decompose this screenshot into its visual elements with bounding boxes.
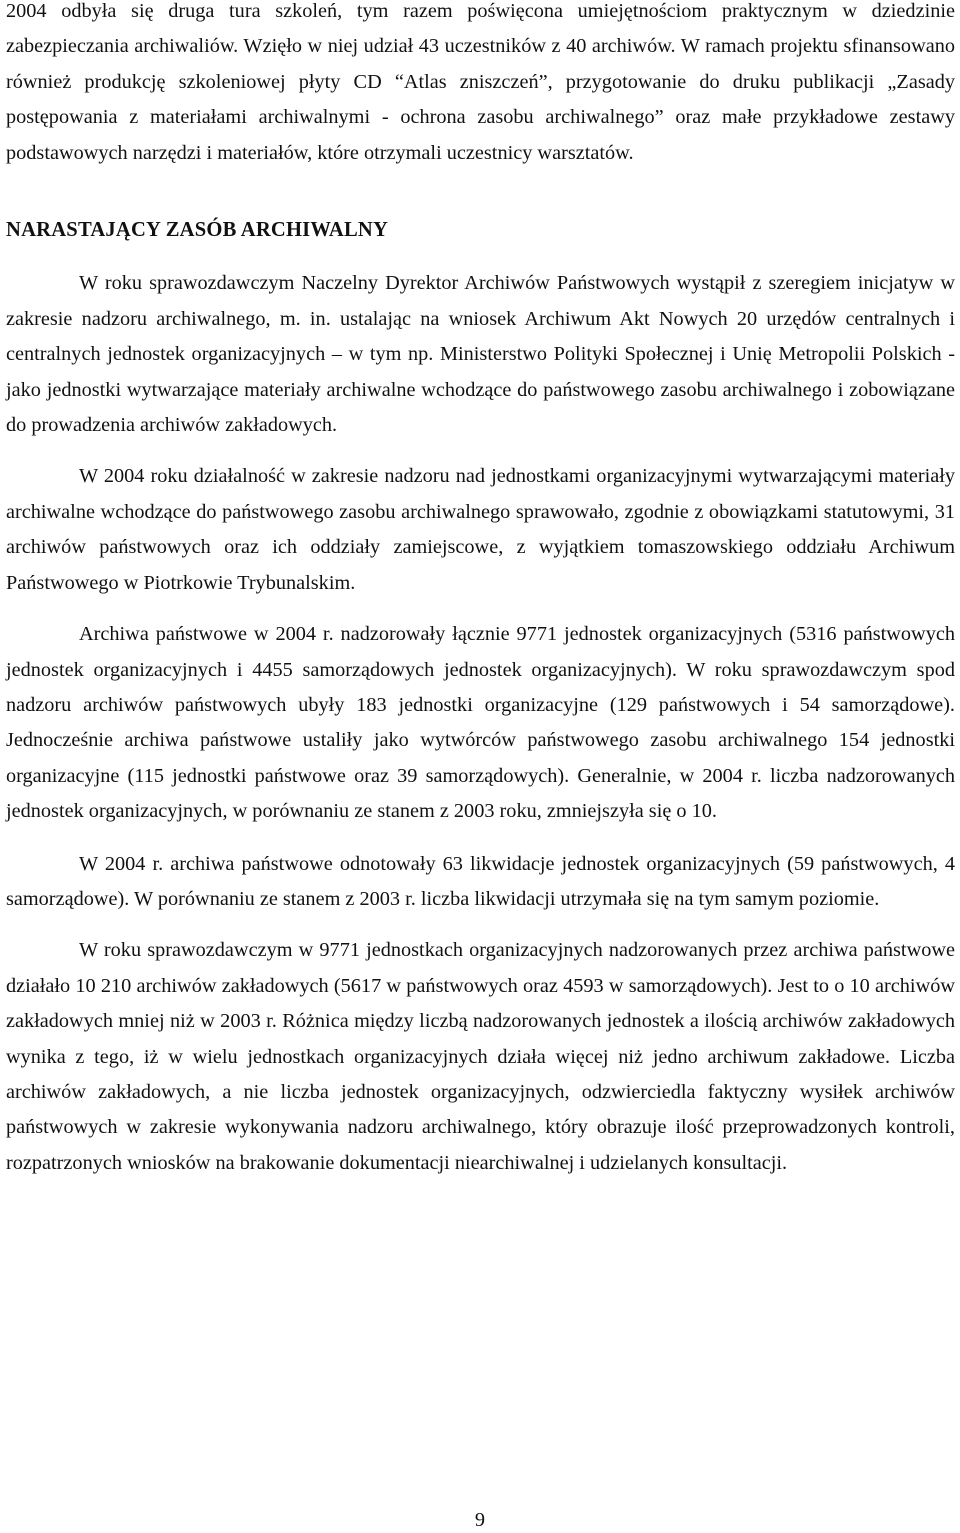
page-number: 9 bbox=[474, 1509, 486, 1531]
spacer bbox=[6, 601, 955, 617]
spacer bbox=[6, 917, 955, 933]
section-heading: NARASTAJĄCY ZASÓB ARCHIWALNY bbox=[6, 219, 389, 242]
page-content bbox=[6, 0, 955, 1181]
body-paragraph: W 2004 r. archiwa państwowe odnotowały 63 likwidacje jednostek organizacyjnych (59 państwowych, 4 samorządowe). W porównaniu ze stanem z 2003 r. liczba likwidacji utrzymała się na tym samym poziomie. bbox=[6, 852, 955, 910]
body-paragraph: W roku sprawozdawczym Naczelny Dyrektor Archiwów Państwowych wystąpił z szeregiem inicjatyw w zakresie nadzoru archiwalnego, m. in. ustalając na wniosek Archiwum Akt Nowych 20 urzędów centralnych i centralnych jednostek organizacyjnych – w tym np. Ministerstwo Polityki Społecznej i Unię Metropolii Polskich - jako jednostki wytwarzające materiały archiwalne wchodzące do państwowego zasobu archiwalnego i zobowiązane do prowadzenia archiwów zakładowych. bbox=[6, 272, 955, 437]
body-paragraph: W 2004 roku działalność w zakresie nadzoru nad jednostkami organizacyjnymi wytwarzającymi materiały archiwalne wchodzące do państwowego zasobu archiwalnego sprawowało, zgodnie z obowiązkami statutowymi, 31 archiwów państwowych oraz ich oddziały zamiejscowe, z wyjątkiem tomaszowskiego oddziału Archiwum Państwowego w Piotrkowie Trybunalskim. bbox=[6, 465, 955, 594]
spacer bbox=[6, 830, 955, 847]
body-paragraph: W roku sprawozdawczym w 9771 jednostkach organizacyjnych nadzorowanych przez archiwa państwowe działało 10 210 archiwów zakładowych (5617 w państwowych oraz 4593 w samorządowych). Jest to o 10 archiwów zakładowych mniej niż w 2003 r. Różnica między liczbą nadzorowanych jednostek a ilością archiwów zakładowych wynika z tego, iż w wielu jednostkach organizacyjnych działa więcej niż jedno archiwum zakładowe. Liczba archiwów zakładowych, a nie liczba jednostek organizacyjnych, odzwierciedla faktyczny wysiłek archiwów państwowych w zakresie wykonywania nadzoru archiwalnego, który obrazuje ilość przeprowadzonych kontroli, rozpatrzonych wniosków na brakowanie dokumentacji niearchiwalnej i udzielanych konsultacji. bbox=[6, 939, 955, 1174]
body-paragraph: Archiwa państwowe w 2004 r. nadzorowały łącznie 9771 jednostek organizacyjnych (5316 państwowych jednostek organizacyjnych i 4455 samorządowych jednostek organizacyjnych). W roku sprawozdawczym spod nadzoru archiwów państwowych ubyły 183 jednostki organizacyjne (129 państwowych i 54 samorządowe). Jednocześnie archiwa państwowe ustaliły jako wytwórców państwowego zasobu archiwalnego 154 jednostki organizacyjne (115 jednostki państwowe oraz 39 samorządowych). Generalnie, w 2004 r. liczba nadzorowanych jednostek organizacyjnych, w porównaniu ze stanem z 2003 roku, zmniejszyła się o 10. bbox=[6, 623, 955, 823]
intro-paragraph: 2004 odbyła się druga tura szkoleń, tym razem poświęcona umiejętnościom praktycznym w dziedzinie zabezpieczania archiwaliów. Wzięło w niej udział 43 uczestników z 40 archiwów. W ramach projektu sfinansowano również produkcję szkoleniowej płyty CD “Atlas zniszczeń”, przygotowanie do druku publikacji „Zasady postępowania z materiałami archiwalnymi - ochrona zasobu archiwalnego” oraz małe przykładowe zestawy podstawowych narzędzi i materiałów, które otrzymali uczestnicy warsztatów. bbox=[6, 0, 955, 164]
spacer bbox=[6, 248, 955, 266]
spacer bbox=[6, 171, 955, 213]
spacer bbox=[6, 443, 955, 459]
